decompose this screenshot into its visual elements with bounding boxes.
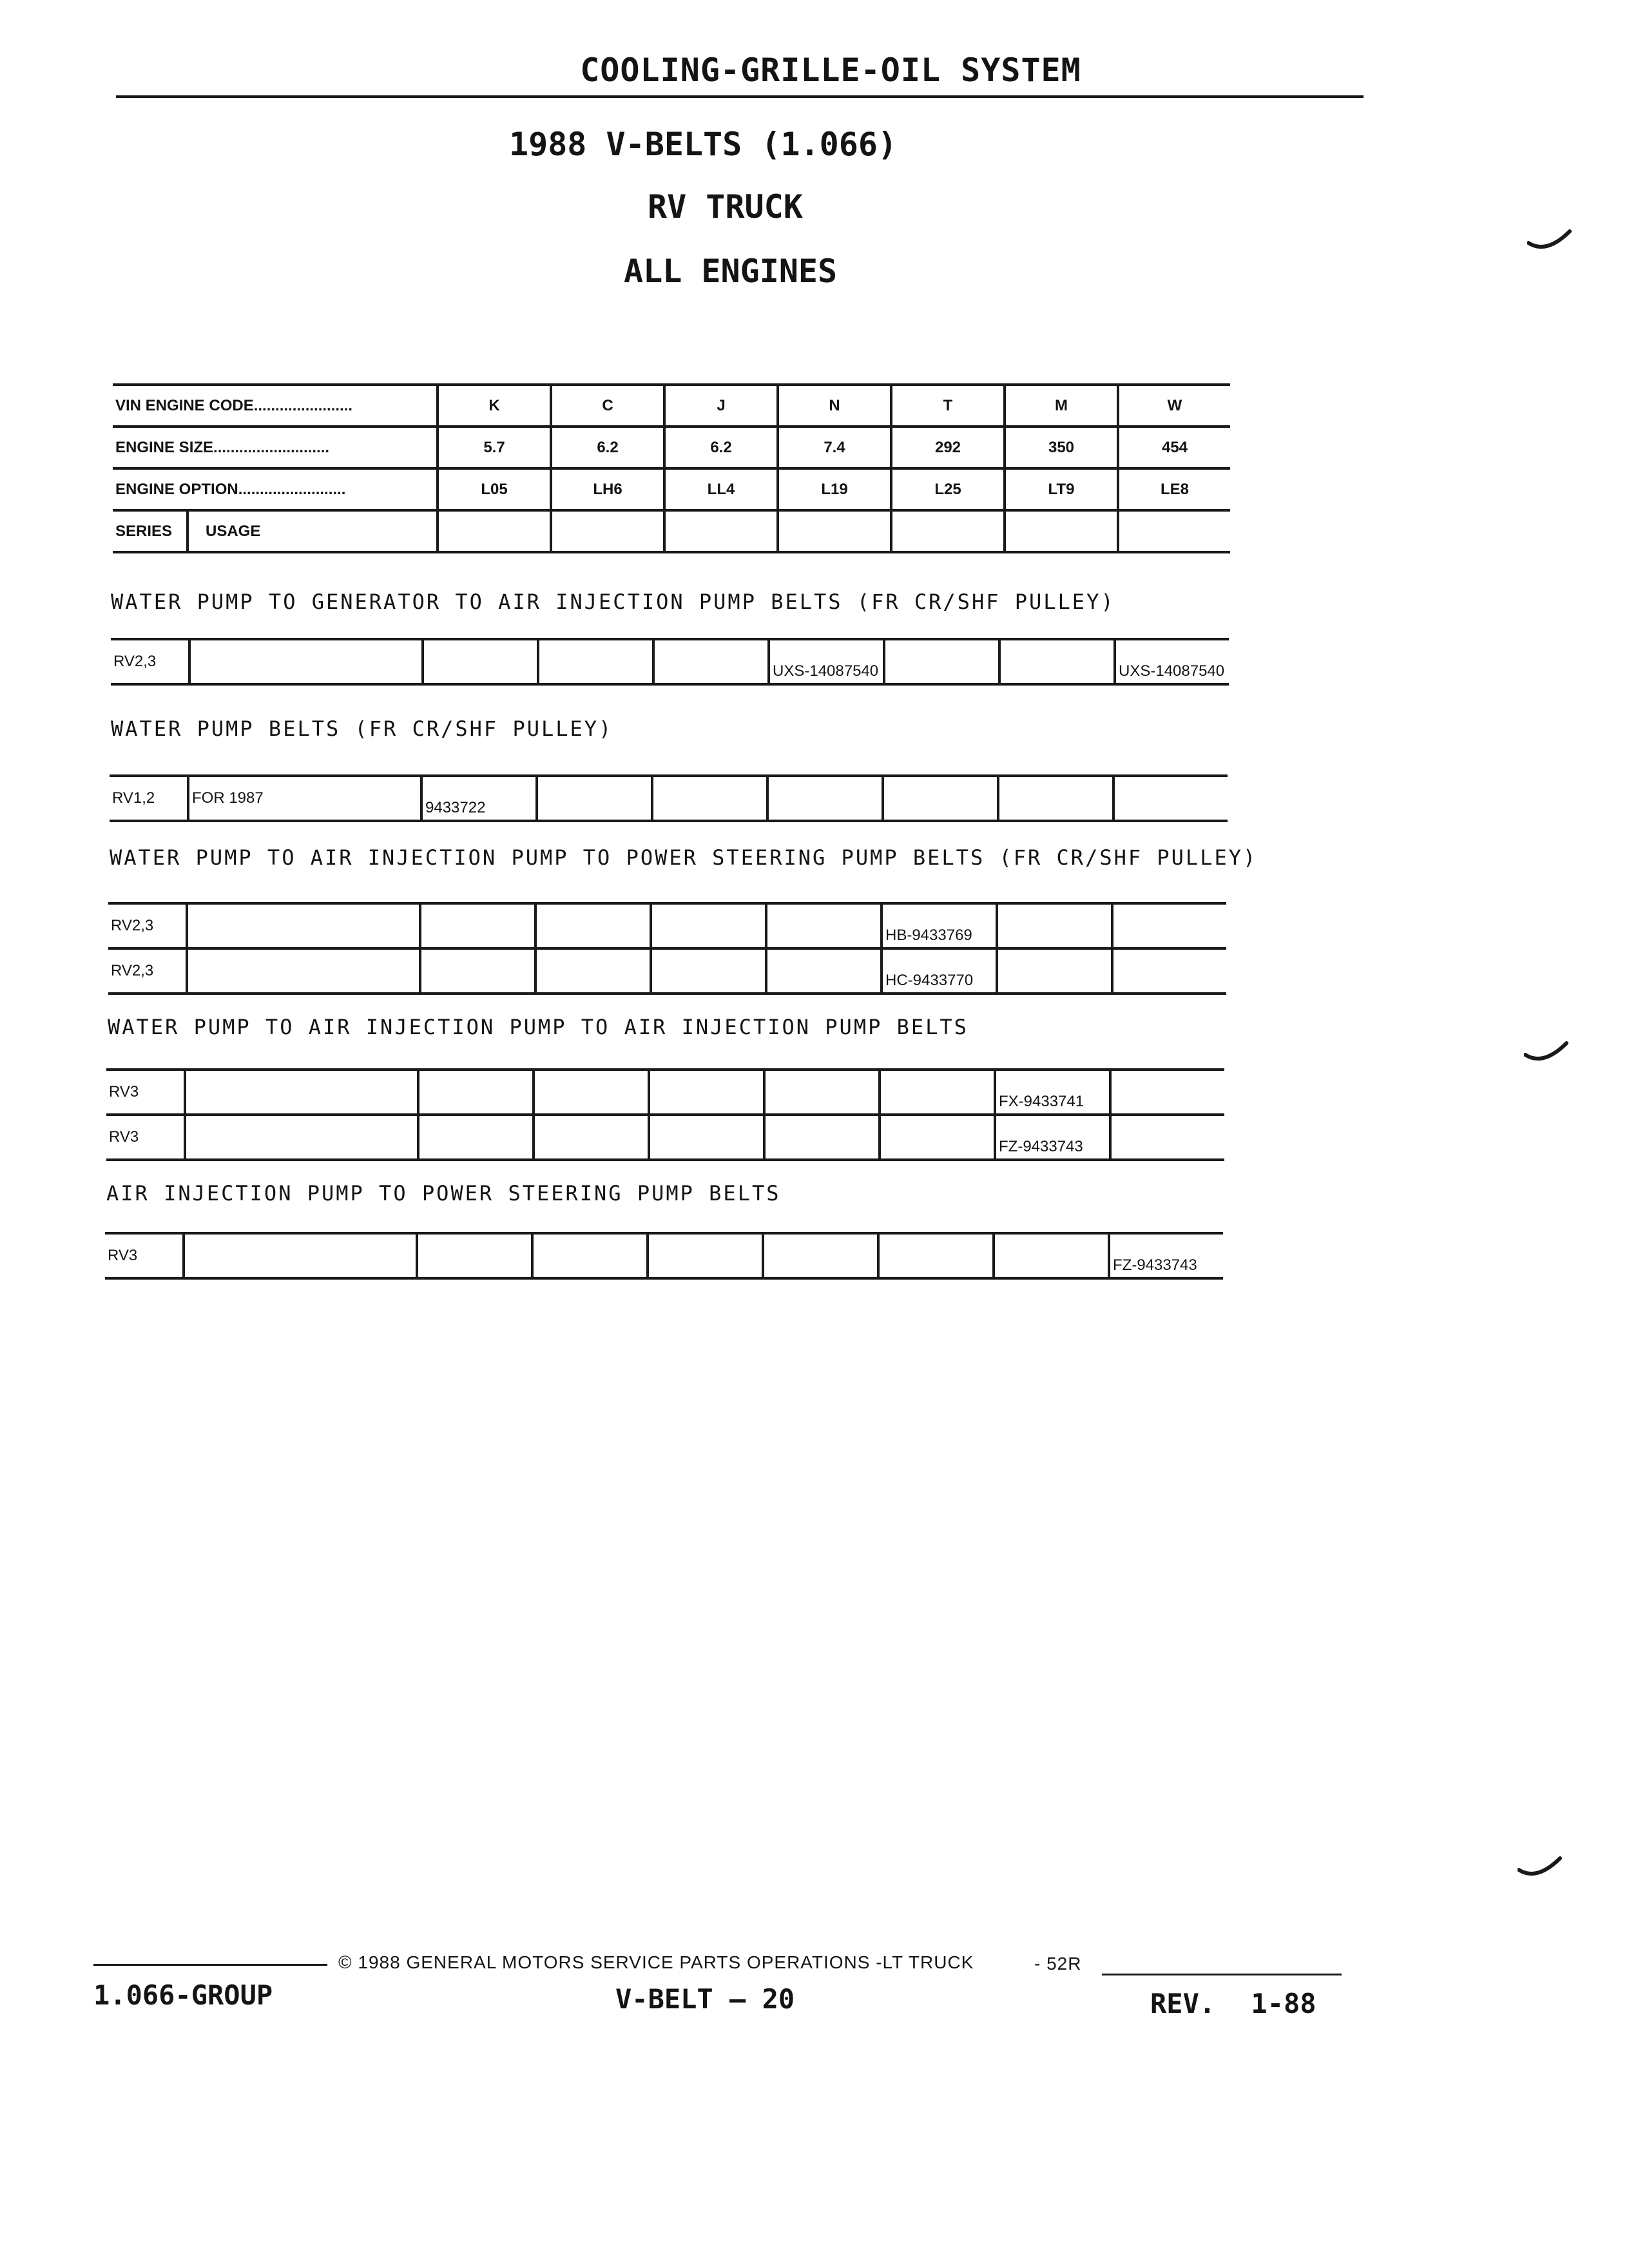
spec-cell (438, 510, 551, 552)
spec-cell: L05 (438, 468, 551, 510)
part-cell (648, 1233, 763, 1278)
part-cell (537, 776, 652, 821)
spec-cell: 292 (891, 427, 1005, 468)
part-cell (764, 1115, 880, 1160)
part-cell (763, 1233, 878, 1278)
spec-label: VIN ENGINE CODE....................... (113, 385, 438, 427)
spec-cell: T (891, 385, 1005, 427)
series-cell: RV3 (106, 1070, 185, 1115)
series-cell: RV2,3 (108, 948, 187, 994)
spec-cell: 350 (1005, 427, 1118, 468)
spec-cell (664, 510, 778, 552)
table-row (110, 776, 1228, 821)
part-cell: UXS-14087540 (769, 639, 884, 684)
belt-table (108, 902, 1226, 995)
part-cell (649, 1115, 764, 1160)
series-cell: RV2,3 (108, 903, 187, 948)
part-cell: HB-9433769 (882, 903, 997, 948)
part-cell (535, 903, 651, 948)
part-cell (1110, 1070, 1224, 1115)
page-subtitle-year: 1988 V-BELTS (1.066) (509, 126, 898, 163)
part-cell (649, 1070, 764, 1115)
part-cell (1112, 948, 1226, 994)
spec-cell: 6.2 (551, 427, 664, 468)
spec-cell: LE8 (1118, 468, 1230, 510)
part-cell (418, 1070, 534, 1115)
spec-cell: L19 (778, 468, 891, 510)
spec-row-size (113, 427, 1230, 468)
page-number: V-BELT — 20 (615, 1983, 795, 2015)
spec-cell: C (551, 385, 664, 427)
spec-cell: M (1005, 385, 1118, 427)
spec-cell (778, 510, 891, 552)
table-row (111, 639, 1229, 684)
page-subtitle-engines: ALL ENGINES (624, 253, 838, 290)
section-title: WATER PUMP TO AIR INJECTION PUMP TO POWER STEERING PUMP BELTS (FR CR/SHF PULLEY) (110, 845, 1258, 870)
footer-rule-right (1102, 1974, 1342, 1975)
spec-cell (1005, 510, 1118, 552)
part-cell (1110, 1115, 1224, 1160)
part-cell (998, 776, 1113, 821)
part-cell (420, 903, 535, 948)
part-cell: 9433722 (421, 776, 537, 821)
part-cell (417, 1233, 532, 1278)
usage-header: USAGE (188, 510, 438, 552)
part-cell (651, 948, 766, 994)
usage-cell (184, 1233, 417, 1278)
usage-cell (185, 1070, 418, 1115)
section-title: WATER PUMP BELTS (FR CR/SHF PULLEY) (111, 716, 613, 741)
spec-cell (891, 510, 1005, 552)
part-cell (884, 639, 999, 684)
part-cell (766, 903, 882, 948)
spec-cell: 454 (1118, 427, 1230, 468)
section-title: WATER PUMP TO AIR INJECTION PUMP TO AIR INJECTION PUMP BELTS (108, 1015, 969, 1039)
spec-cell: LL4 (664, 468, 778, 510)
spec-cell: K (438, 385, 551, 427)
part-cell: FX-9433741 (995, 1070, 1110, 1115)
header-rule (116, 95, 1364, 98)
part-cell: HC-9433770 (882, 948, 997, 994)
spec-cell: N (778, 385, 891, 427)
spec-row-option (113, 468, 1230, 510)
footer-rule-left (93, 1964, 327, 1966)
page-code: - 52R (1034, 1954, 1082, 1974)
spec-row-vin (113, 385, 1230, 427)
part-cell (883, 776, 998, 821)
spec-cell (551, 510, 664, 552)
part-cell (999, 639, 1115, 684)
part-cell (764, 1070, 880, 1115)
spec-row-series (113, 510, 1230, 552)
part-cell (766, 948, 882, 994)
usage-cell: FOR 1987 (188, 776, 421, 821)
part-cell: FZ-9433743 (1109, 1233, 1223, 1278)
usage-cell (187, 903, 420, 948)
part-cell (420, 948, 535, 994)
series-cell: RV3 (106, 1115, 185, 1160)
part-cell (535, 948, 651, 994)
part-cell: UXS-14087540 (1115, 639, 1229, 684)
spec-cell: 5.7 (438, 427, 551, 468)
spec-cell: 7.4 (778, 427, 891, 468)
series-cell: RV1,2 (110, 776, 188, 821)
spec-cell: W (1118, 385, 1230, 427)
belt-table (110, 774, 1228, 822)
belt-table (105, 1232, 1223, 1280)
table-row (106, 1070, 1224, 1115)
part-cell (532, 1233, 648, 1278)
section-title: AIR INJECTION PUMP TO POWER STEERING PUMP BELTS (106, 1181, 781, 1206)
belt-table (106, 1068, 1224, 1161)
part-cell (1112, 903, 1226, 948)
usage-cell (187, 948, 420, 994)
part-cell (538, 639, 653, 684)
belt-table (111, 638, 1229, 686)
series-cell: RV2,3 (111, 639, 189, 684)
part-cell (423, 639, 538, 684)
part-cell (534, 1115, 649, 1160)
part-cell (651, 903, 766, 948)
engine-spec-table (113, 383, 1230, 553)
section-title: WATER PUMP TO GENERATOR TO AIR INJECTION PUMP BELTS (FR CR/SHF PULLEY) (111, 590, 1115, 614)
part-cell (994, 1233, 1109, 1278)
spec-cell: L25 (891, 468, 1005, 510)
group-label: 1.066-GROUP (93, 1979, 273, 2011)
spec-cell: J (664, 385, 778, 427)
part-cell (534, 1070, 649, 1115)
spec-label: ENGINE OPTION......................... (113, 468, 438, 510)
part-cell (880, 1115, 995, 1160)
spec-cell (1118, 510, 1230, 552)
part-cell (878, 1233, 994, 1278)
part-cell (880, 1070, 995, 1115)
part-cell (652, 776, 767, 821)
check-mark-icon (1518, 1856, 1563, 1881)
part-cell (653, 639, 769, 684)
table-row (105, 1233, 1223, 1278)
part-cell (997, 903, 1112, 948)
spec-cell: LT9 (1005, 468, 1118, 510)
check-mark-icon (1527, 229, 1572, 255)
usage-cell (189, 639, 423, 684)
page-subtitle-vehicle: RV TRUCK (648, 188, 803, 226)
revision-label: REV. 1-88 (1150, 1988, 1316, 2019)
spec-cell: 6.2 (664, 427, 778, 468)
check-mark-icon (1524, 1041, 1569, 1066)
spec-label: ENGINE SIZE........................... (113, 427, 438, 468)
part-cell (997, 948, 1112, 994)
series-header: SERIES (113, 510, 188, 552)
part-cell: FZ-9433743 (995, 1115, 1110, 1160)
usage-cell (185, 1115, 418, 1160)
system-title: COOLING-GRILLE-OIL SYSTEM (580, 52, 1081, 89)
series-cell: RV3 (105, 1233, 184, 1278)
part-cell (767, 776, 883, 821)
spec-cell: LH6 (551, 468, 664, 510)
table-row (106, 1115, 1224, 1160)
copyright-text: © 1988 GENERAL MOTORS SERVICE PARTS OPERATIONS -LT TRUCK (338, 1952, 974, 1972)
table-row (108, 948, 1226, 994)
part-cell (418, 1115, 534, 1160)
part-cell (1113, 776, 1228, 821)
table-row (108, 903, 1226, 948)
